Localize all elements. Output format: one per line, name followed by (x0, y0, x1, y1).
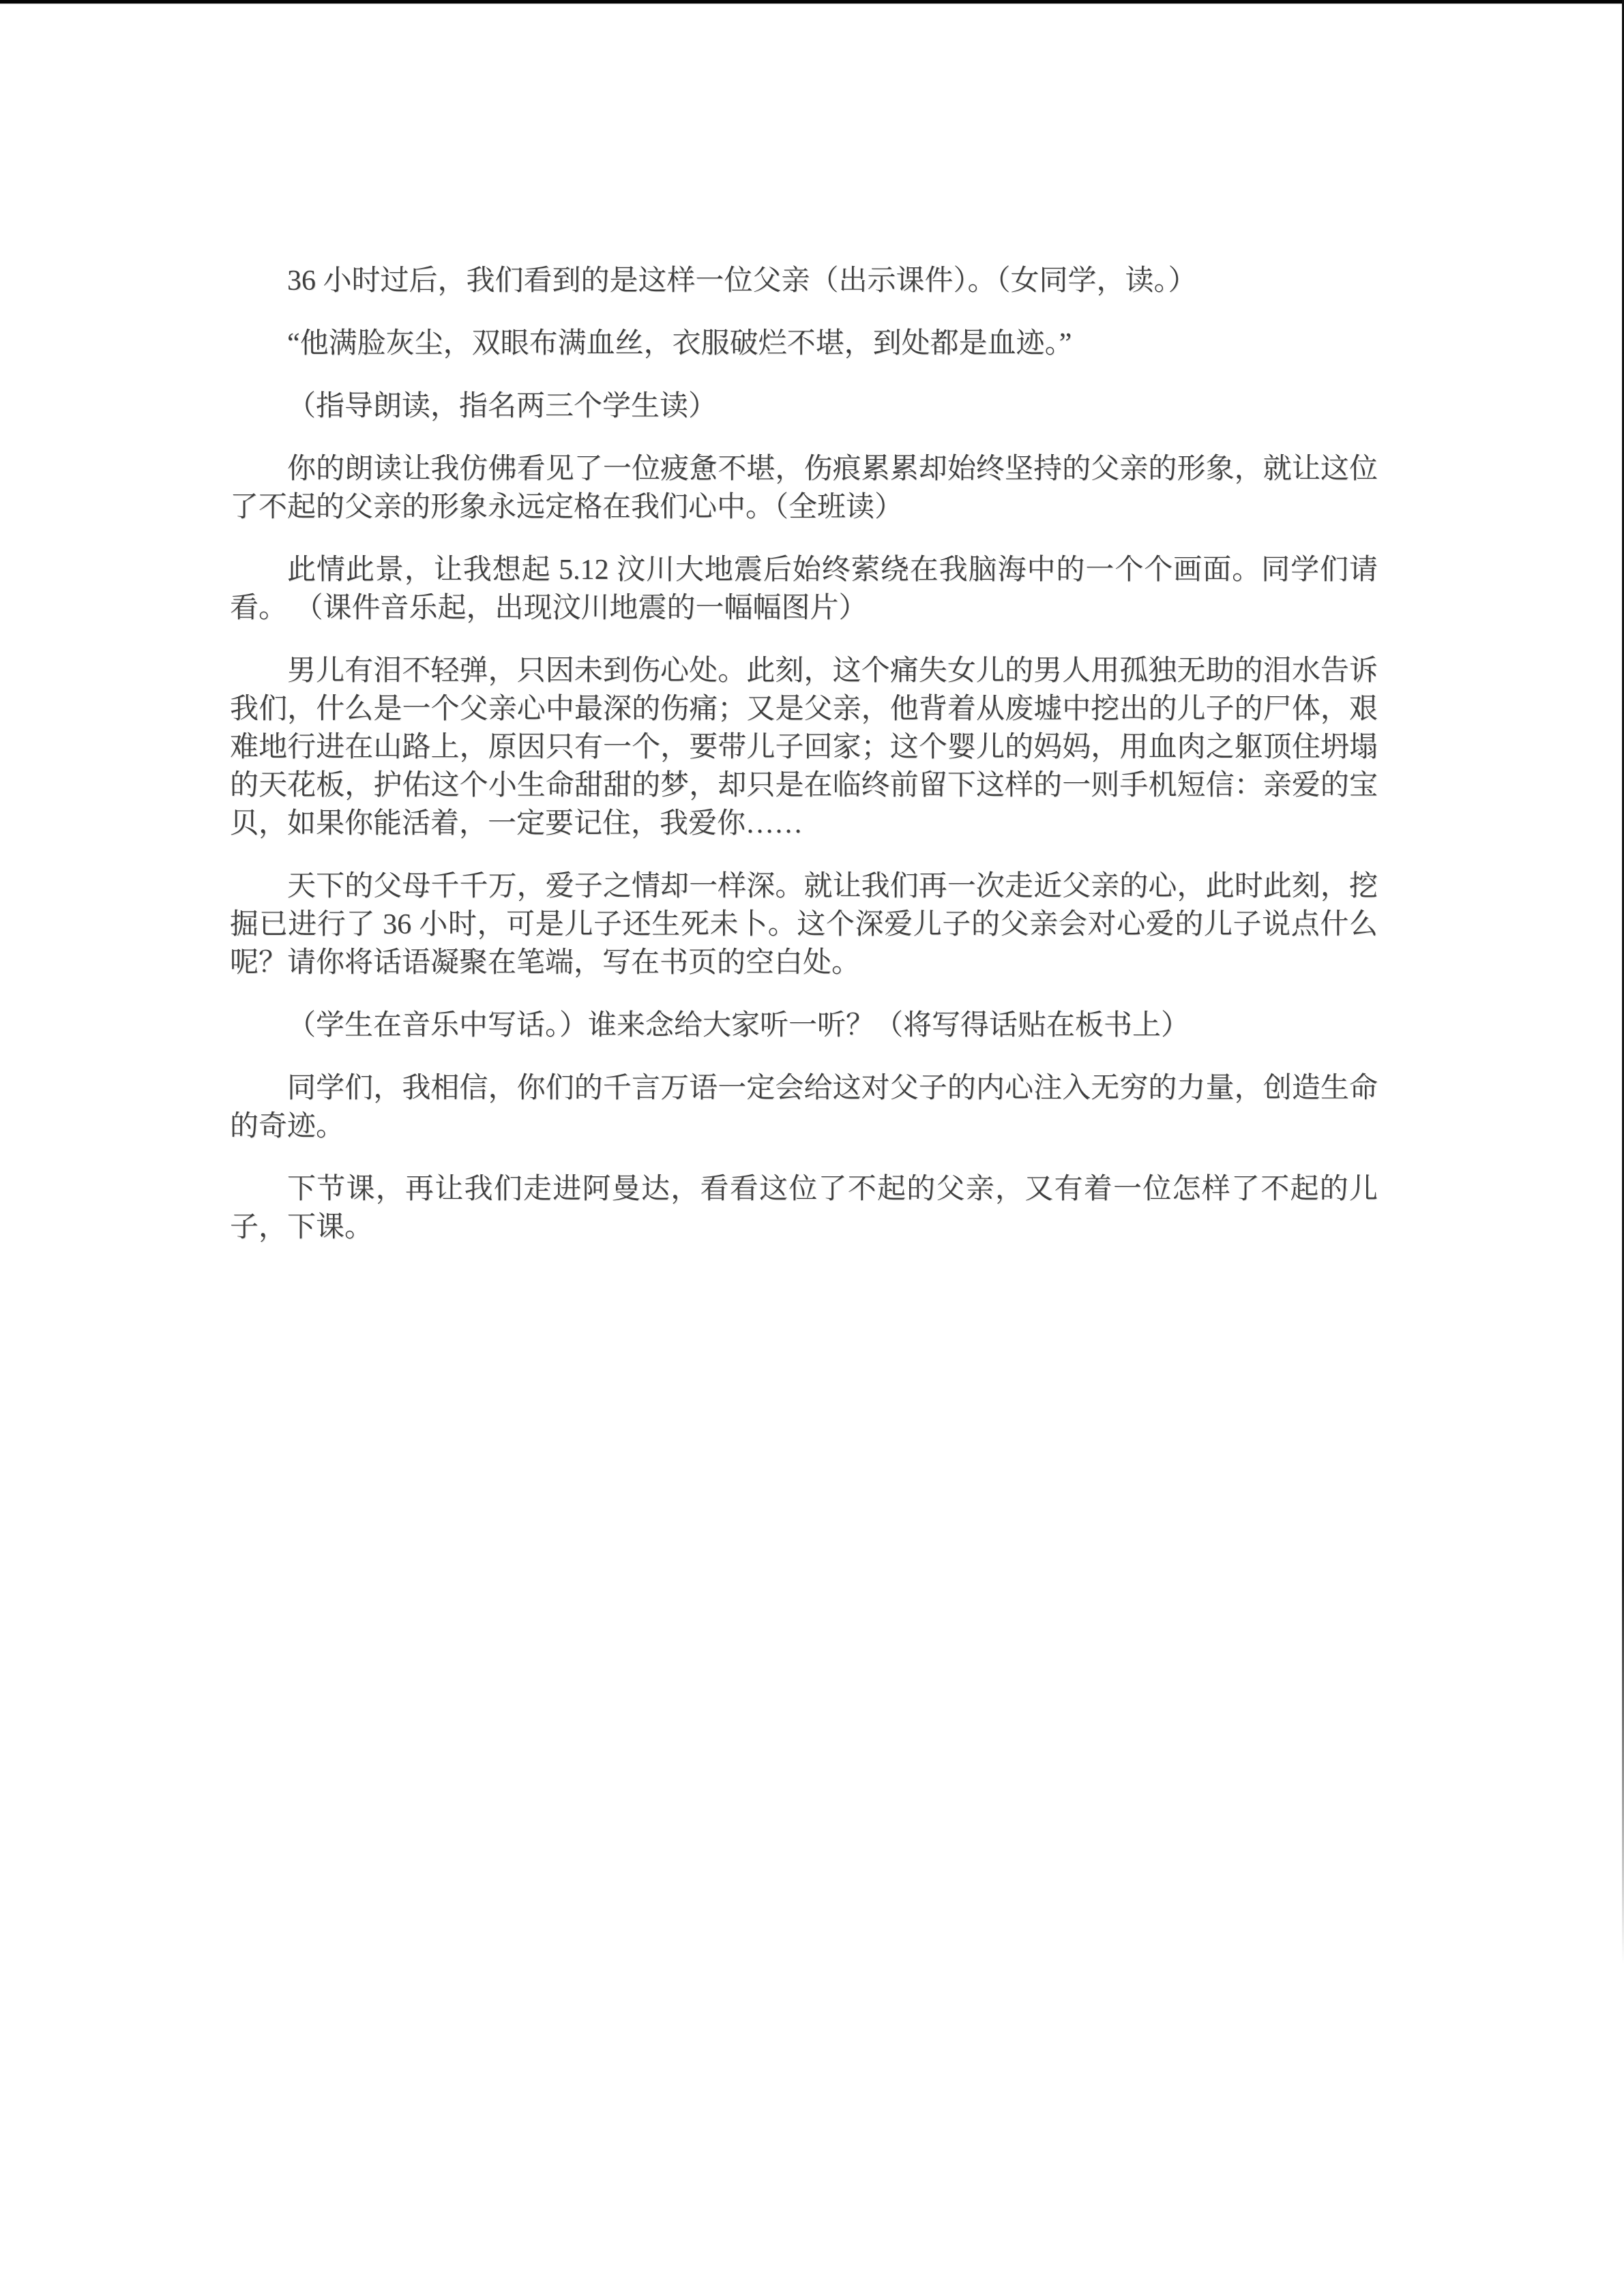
paragraph: 男儿有泪不轻弹，只因未到伤心处。此刻，这个痛失女儿的男人用孤独无助的泪水告诉我们，什么是一个父亲心中最深的伤痛；又是父亲，他背着从废墟中挖出的儿子的尸体，艰难地行进在山路上，原因只有一个，要带儿子回家；这个婴儿的妈妈，用血肉之躯顶住坍塌的天花板，护佑这个小生命甜甜的梦，却只是在临终前留下这样的一则手机短信：亲爱的宝贝，如果你能活着，一定要记住，我爱你…… (230, 655, 1378, 839)
top-border-bar (0, 0, 1624, 4)
paragraph: 同学们，我相信，你们的千言万语一定会给这对父子的内心注入无穷的力量，创造生命的奇迹。 (230, 1073, 1378, 1142)
paragraph: （指导朗读，指名两三个学生读） (287, 391, 718, 422)
paragraph-quote: “他满脸灰尘，双眼布满血丝，衣服破烂不堪，到处都是血迹。” (287, 328, 1072, 359)
paragraph: 36 小时过后，我们看到的是这样一位父亲（出示课件）。（女同学，读。） (287, 265, 1197, 297)
paragraph: 此情此景，让我想起 5.12 汶川大地震后始终萦绕在我脑海中的一个个画面。同学们请看。 （课件音乐起，出现汶川地震的一幅幅图片） (230, 554, 1378, 624)
paragraph: 你的朗读让我仿佛看见了一位疲惫不堪，伤痕累累却始终坚持的父亲的形象，就让这位了不起的父亲的形象永远定格在我们心中。（全班读） (230, 453, 1378, 523)
paragraph: （学生在音乐中写话。）谁来念给大家听一听？（将写得话贴在板书上） (287, 1010, 1190, 1041)
paragraph: 天下的父母千千万，爱子之情却一样深。就让我们再一次走近父亲的心，此时此刻，挖掘已进行了 36 小时，可是儿子还生死未卜。这个深爱儿子的父亲会对心爱的儿子说点什么呢？请你将话语凝聚在笔端，写在书页的空白处。 (230, 871, 1378, 979)
document-body (230, 262, 1378, 1271)
paragraph: 下节课，再让我们走进阿曼达，看看这位了不起的父亲，又有着一位怎样了不起的儿子，下课。 (230, 1174, 1378, 1243)
